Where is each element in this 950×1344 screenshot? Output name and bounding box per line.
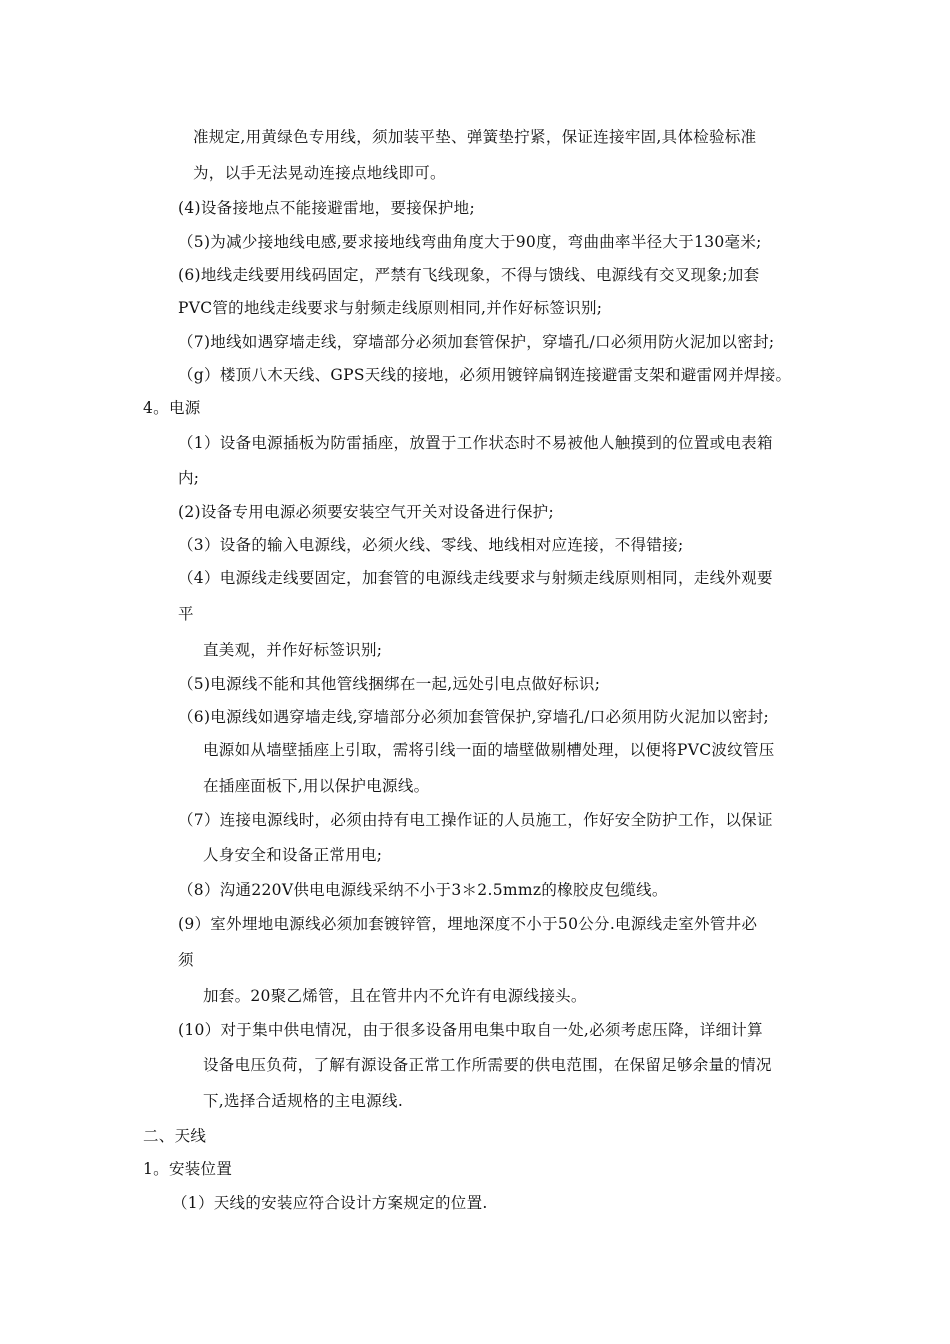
text-line: （4）电源线走线要固定，加套管的电源线走线要求与射频走线原则相同，走线外观要 [178, 569, 773, 587]
text-line: 在插座面板下,用以保护电源线。 [203, 777, 430, 795]
text-line: （5)为减少接地线电感,要求接地线弯曲角度大于90度，弯曲曲率半径大于130毫米; [178, 233, 762, 251]
text-line: 准规定,用黄绿色专用线，须加装平垫、弹簧垫拧紧，保证连接牢固,具体检验标准 [193, 128, 757, 146]
text-line: (4)设备接地点不能接避雷地，要接保护地; [178, 199, 475, 217]
text-line: (6)地线走线要用线码固定，严禁有飞线现象，不得与馈线、电源线有交叉现象;加套 [178, 266, 760, 284]
text-line: 须 [178, 951, 194, 969]
text-line: （8）沟通220V供电电源线采纳不小于3＊2.5mmz的橡胶皮包缆线。 [178, 881, 668, 899]
text-line: 直美观，并作好标签识别; [203, 641, 383, 659]
text-line: （1）天线的安装应符合设计方案规定的位置. [172, 1194, 488, 1212]
text-line: 加套。20聚乙烯管，且在管井内不允许有电源线接头。 [203, 987, 587, 1005]
text-line: 人身安全和设备正常用电; [203, 846, 383, 864]
text-line: 下,选择合适规格的主电源线. [203, 1092, 404, 1110]
text-line: （3）设备的输入电源线，必须火线、零线、地线相对应连接，不得错接; [178, 536, 684, 554]
text-line: （1）设备电源插板为防雷插座，放置于工作状态时不易被他人触摸到的位置或电表箱 [178, 434, 773, 452]
text-line: (9）室外埋地电源线必须加套镀锌管，埋地深度不小于50公分.电源线走室外管井必 [178, 915, 758, 933]
chapter-heading: 二、天线 [143, 1127, 207, 1145]
section-heading: 1。安装位置 [143, 1160, 233, 1178]
text-line: 为，以手无法晃动连接点地线即可。 [193, 164, 446, 182]
text-line: 内; [178, 469, 200, 487]
text-line: （g）楼顶八木天线、GPS天线的接地，必须用镀锌扁钢连接避雷支架和避雷网并焊接。 [178, 366, 792, 384]
section-heading: 4。电源 [143, 399, 201, 417]
text-line: （6)电源线如遇穿墙走线,穿墙部分必须加套管保护,穿墙孔/口必须用防火泥加以密封; [178, 708, 770, 726]
text-line: 平 [178, 605, 194, 623]
text-line: （7）连接电源线时，必须由持有电工操作证的人员施工，作好安全防护工作，以保证 [178, 811, 773, 829]
text-line: (10）对于集中供电情况，由于很多设备用电集中取自一处,必须考虑压降，详细计算 [178, 1021, 763, 1039]
text-line: PVC管的地线走线要求与射频走线原则相同,并作好标签识别; [178, 299, 603, 317]
text-line: （7)地线如遇穿墙走线，穿墙部分必须加套管保护，穿墙孔/口必须用防火泥加以密封; [178, 333, 775, 351]
text-line: （5)电源线不能和其他管线捆绑在一起,远处引电点做好标识; [178, 675, 601, 693]
text-line: (2)设备专用电源必须要安装空气开关对设备进行保护; [178, 503, 554, 521]
text-line: 设备电压负荷，了解有源设备正常工作所需要的供电范围，在保留足够余量的情况 [203, 1056, 772, 1074]
text-line: 电源如从墙壁插座上引取，需将引线一面的墙壁做剔槽处理，以便将PVC波纹管压 [203, 741, 775, 759]
